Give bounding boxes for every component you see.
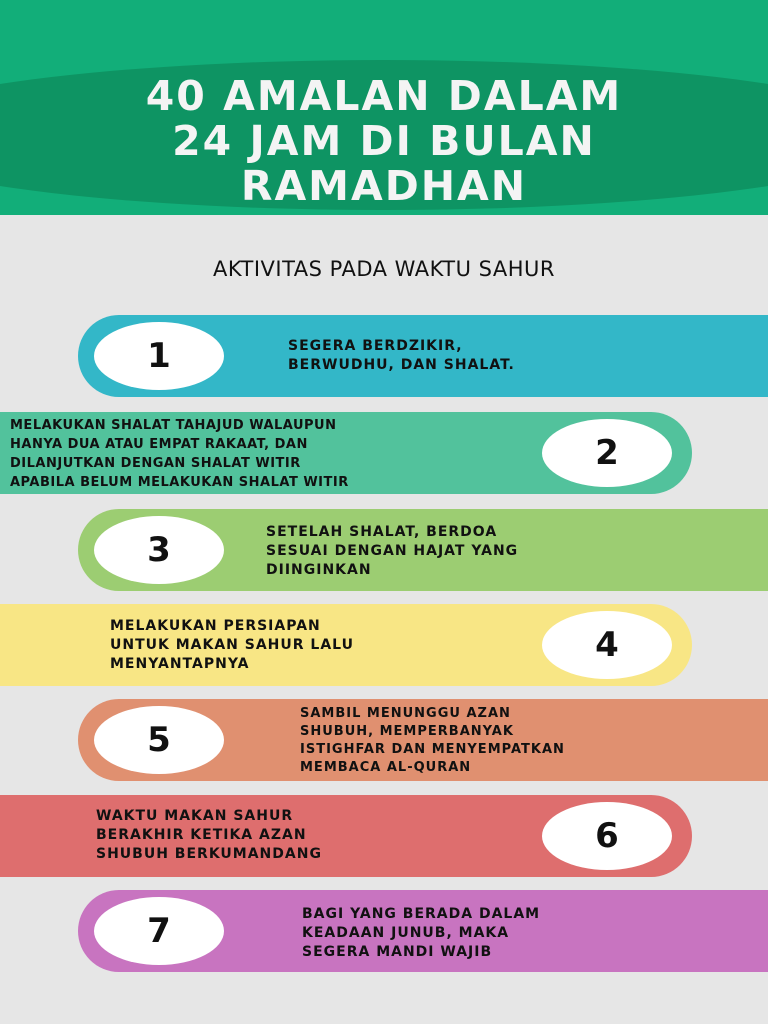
list-item-4 — [0, 604, 692, 686]
item-4-number: 4 — [542, 611, 672, 679]
item-4-text — [110, 617, 354, 674]
item-5-line-1: SAMBIL MENUNGGU AZAN — [300, 706, 511, 721]
item-1-number: 1 — [94, 322, 224, 390]
item-5-line-2: SHUBUH, MEMPERBANYAK — [300, 724, 514, 739]
item-7-line-1: BAGI YANG BERADA DALAM — [302, 906, 541, 922]
item-1-line-1: SEGERA BERDZIKIR, — [288, 338, 463, 354]
item-2-text — [10, 416, 349, 492]
list-item-3 — [0, 509, 768, 591]
list-item-2 — [0, 412, 692, 494]
item-7-number: 7 — [94, 897, 224, 965]
item-3-line-1: SETELAH SHALAT, BERDOA — [266, 524, 498, 540]
item-6-line-3: SHUBUH BERKUMANDANG — [96, 846, 322, 862]
item-2-line-4: APABILA BELUM MELAKUKAN SHALAT WITIR — [10, 475, 349, 490]
item-2-line-3: DILANJUTKAN DENGAN SHALAT WITIR — [10, 456, 301, 471]
title-line-1: 40 AMALAN DALAM — [145, 72, 623, 120]
item-3-line-3: DIINGINKAN — [266, 562, 372, 578]
item-4-line-2: UNTUK MAKAN SAHUR LALU — [110, 637, 354, 653]
item-6-line-2: BERAKHIR KETIKA AZAN — [96, 827, 307, 843]
item-3-text — [266, 523, 518, 580]
item-3-number: 3 — [94, 516, 224, 584]
item-6-number: 6 — [542, 802, 672, 870]
item-6-line-1: WAKTU MAKAN SAHUR — [96, 808, 294, 824]
title-line-3: RAMADHAN — [240, 162, 528, 210]
list-item-1 — [0, 315, 768, 397]
item-2-line-2: HANYA DUA ATAU EMPAT RAKAAT, DAN — [10, 437, 308, 452]
item-2-line-1: MELAKUKAN SHALAT TAHAJUD WALAUPUN — [10, 418, 337, 433]
item-4-line-3: MENYANTAPNYA — [110, 656, 250, 672]
page-title — [0, 74, 768, 209]
list-item-5 — [0, 699, 768, 781]
list-item-7 — [0, 890, 768, 972]
item-3-line-2: SESUAI DENGAN HAJAT YANG — [266, 543, 519, 559]
item-1-text — [288, 337, 515, 375]
item-5-number: 5 — [94, 706, 224, 774]
section-subtitle: AKTIVITAS PADA WAKTU SAHUR — [212, 257, 556, 281]
item-7-text — [302, 905, 540, 962]
item-5-line-3: ISTIGHFAR DAN MENYEMPATKAN — [300, 742, 565, 757]
item-2-number: 2 — [542, 419, 672, 487]
item-4-line-1: MELAKUKAN PERSIAPAN — [110, 618, 321, 634]
item-1-line-2: BERWUDHU, DAN SHALAT. — [288, 357, 515, 373]
item-6-text — [96, 807, 322, 864]
header-banner — [0, 0, 768, 215]
list-item-6 — [0, 795, 692, 877]
item-7-line-3: SEGERA MANDI WAJIB — [302, 944, 493, 960]
item-5-line-4: MEMBACA AL-QURAN — [300, 760, 472, 775]
title-line-2: 24 JAM DI BULAN — [172, 117, 596, 165]
item-5-text — [300, 705, 565, 777]
item-7-line-2: KEADAAN JUNUB, MAKA — [302, 925, 510, 941]
